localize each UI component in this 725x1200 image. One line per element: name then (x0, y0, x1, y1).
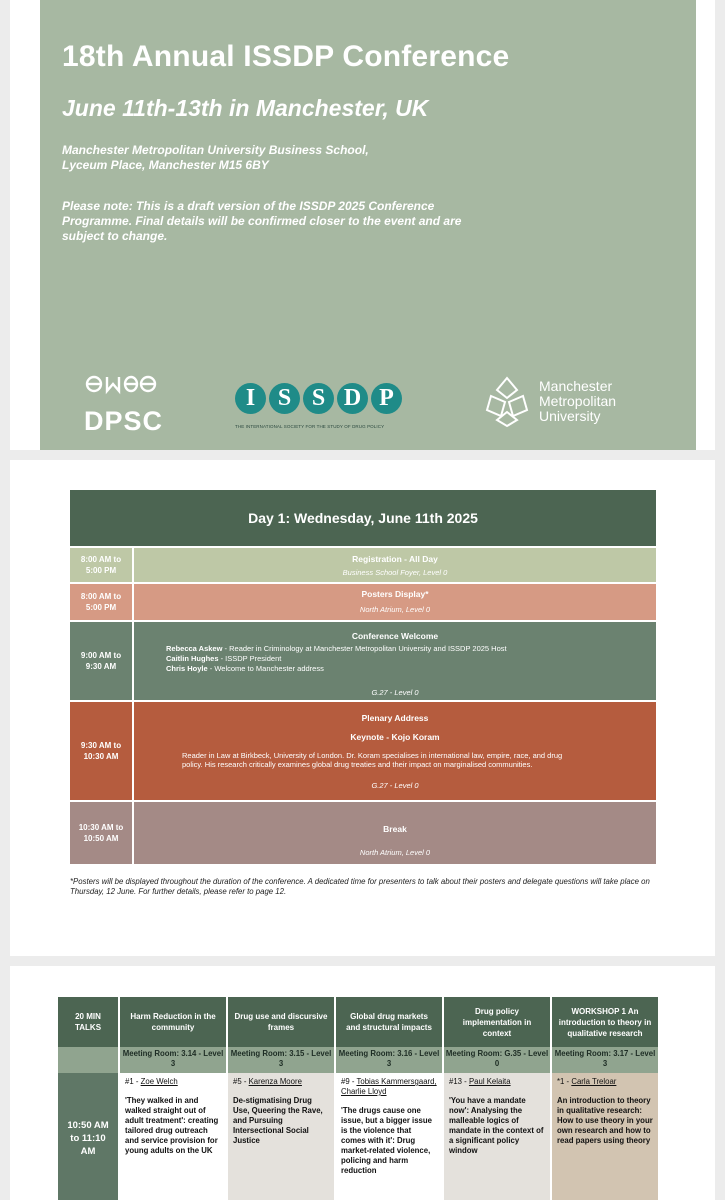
mmu-logo (483, 376, 683, 432)
issdp-letters (235, 383, 445, 414)
speaker-link[interactable]: Carla Treloar (571, 1077, 617, 1086)
speaker-role: - Welcome to Manchester address (207, 664, 324, 673)
mmu-wordmark (539, 379, 616, 424)
talk-title: 'The drugs cause one issue, but a bigger issue is the violence that comes with it': Drug market-related violence, policing and harm reduction (341, 1106, 432, 1175)
issdp-letter: S (303, 383, 334, 414)
talk-cell (336, 1073, 444, 1200)
row-time: 9:00 AM to 9:30 AM (70, 622, 132, 700)
speaker-link[interactable]: Paul Kelaita (468, 1077, 511, 1086)
posters-footnote: *Posters will be displayed throughout the duration of the conference. A dedicated time for presenters to talk about their posters and delegate questions will take place on Thursday, 12 June. For further details, please refer to page 12. (70, 877, 650, 896)
session-title: Global drug markets and structural impacts (336, 997, 444, 1047)
mmu-line-3: University (539, 408, 601, 424)
speaker-role: - Reader in Criminology at Manchester Metropolitan University and ISSDP 2025 Host (222, 644, 507, 653)
session-room: Meeting Room: 3.14 - Level 3 (120, 1047, 228, 1073)
speaker-name: Chris Hoyle (166, 664, 208, 673)
row-title: Posters Display* (361, 589, 429, 599)
speaker-link[interactable]: Tobias Kammersgaard, Charlie Lloyd (341, 1077, 437, 1096)
venue-address (62, 143, 422, 173)
row-time: 8:00 AM to 5:00 PM (70, 584, 132, 620)
keynote-title: Keynote - Kojo Koram (350, 732, 440, 742)
talk-speaker (449, 1077, 545, 1087)
talk-title: An introduction to theory in qualitative research: How to use theory in your own research and how to read papers using theory (557, 1096, 653, 1145)
schedule-row-posters (70, 582, 656, 620)
talk-title: De-stigmatising Drug Use, Queering the Rave, and Pursuing Intersectional Social Justice (233, 1096, 323, 1145)
talk-speaker (341, 1077, 437, 1097)
row-title: Registration - All Day (352, 554, 438, 564)
day1-header: Day 1: Wednesday, June 11th 2025 (70, 490, 656, 546)
slot-time: 10:50 AM to 11:10 AM (58, 1073, 120, 1200)
talk-number: *1 - (557, 1077, 572, 1086)
talk-title: 'They walked in and walked straight out of adult treatment': creating tailored drug outreach and service provision for young adults on the UK (125, 1096, 219, 1155)
session-room-row (58, 1047, 662, 1073)
speaker-line (134, 654, 656, 664)
issdp-caption: THE INTERNATIONAL SOCIETY FOR THE STUDY OF DRUG POLICY (235, 424, 385, 429)
row-time: 9:30 AM to 10:30 AM (70, 702, 132, 800)
session-title: Drug use and discursive frames (228, 997, 336, 1047)
dpsc-text: DPSC (84, 406, 164, 436)
session-room: Meeting Room: 3.17 - Level 3 (552, 1047, 660, 1073)
talks-corner-label: 20 MIN TALKS (58, 997, 120, 1047)
speaker-name: Caitlin Hughes (166, 654, 219, 663)
session-room: Meeting Room: G.35 - Level 0 (444, 1047, 552, 1073)
speaker-line (134, 644, 656, 654)
row-location: North Atrium, Level 0 (359, 605, 431, 614)
talk-cell (120, 1073, 228, 1200)
row-location: G.27 - Level 0 (371, 688, 419, 697)
cover-page (10, 0, 715, 450)
conference-title: 18th Annual ISSDP Conference (62, 40, 510, 73)
schedule-row-break (70, 800, 656, 864)
room-corner (58, 1047, 120, 1073)
talk-speaker (557, 1077, 653, 1087)
address-line-1: Manchester Metropolitan University Business School, (62, 143, 369, 157)
day1-page (10, 460, 715, 956)
speaker-line (134, 664, 656, 674)
row-title: Conference Welcome (351, 631, 439, 641)
session-slot-row (58, 1073, 662, 1200)
speaker-link[interactable]: Karenza Moore (248, 1077, 302, 1086)
schedule-row-welcome (70, 620, 656, 700)
mmu-line-1: Manchester (539, 378, 613, 394)
talk-number: #9 - (341, 1077, 357, 1086)
row-content (132, 702, 656, 800)
talk-title: 'You have a mandate now': Analysing the malleable logics of mandate in the context of a significant policy window (449, 1096, 544, 1155)
row-content (132, 622, 656, 700)
issdp-letter: P (371, 383, 402, 414)
session-grid (58, 997, 662, 1200)
row-title: Break (383, 824, 407, 834)
issdp-letter: S (269, 383, 300, 414)
speaker-name: Rebecca Askew (166, 644, 223, 653)
conference-dates: June 11th-13th in Manchester, UK (62, 95, 429, 121)
row-content (132, 802, 656, 864)
row-content (132, 548, 656, 582)
row-location: G.27 - Level 0 (371, 781, 419, 790)
dpsc-mark-icon (84, 374, 164, 402)
dpsc-logo (84, 374, 164, 434)
schedule-row-registration (70, 546, 656, 582)
mmu-line-2: Metropolitan (539, 393, 617, 409)
row-location: North Atrium, Level 0 (359, 848, 431, 857)
session-title: Drug policy implementation in context (444, 997, 552, 1047)
issdp-letter: D (337, 383, 368, 414)
session-title: Harm Reduction in the community (120, 997, 228, 1047)
keynote-description: Reader in Law at Birkbeck, University of London. Dr. Koram specialises in international law, empire, race, and drug policy. His research critically examines global drug treaties and their impact on marginalised communities. (182, 751, 563, 769)
talk-number: #5 - (233, 1077, 249, 1086)
session-room: Meeting Room: 3.16 - Level 3 (336, 1047, 444, 1073)
session-header-row (58, 997, 662, 1047)
talk-speaker (233, 1077, 329, 1087)
draft-note: Please note: This is a draft version of the ISSDP 2025 Conference Programme. Final details will be confirmed closer to the event and are subject to change. (62, 199, 462, 243)
talk-number: #1 - (125, 1077, 141, 1086)
issdp-logo (235, 383, 445, 439)
workshop-title: WORKSHOP 1 An introduction to theory in qualitative research (552, 997, 660, 1047)
row-time: 8:00 AM to 5:00 PM (70, 548, 132, 582)
issdp-letter: I (235, 383, 266, 414)
row-time: 10:30 AM to 10:50 AM (70, 802, 132, 864)
row-location: Business School Foyer, Level 0 (342, 568, 448, 577)
row-title: Plenary Address (361, 713, 429, 723)
cover-panel (40, 0, 696, 450)
sessions-page (10, 966, 715, 1200)
talk-number: #13 - (449, 1077, 469, 1086)
speaker-role: - ISSDP President (218, 654, 282, 663)
talk-speaker (125, 1077, 221, 1087)
talk-cell (444, 1073, 552, 1200)
talk-cell (228, 1073, 336, 1200)
address-line-2: Lyceum Place, Manchester M15 6BY (62, 158, 269, 172)
session-room: Meeting Room: 3.15 - Level 3 (228, 1047, 336, 1073)
workshop-cell (552, 1073, 660, 1200)
speaker-link[interactable]: Zoe Welch (140, 1077, 178, 1086)
mmu-emblem-icon (483, 376, 531, 428)
schedule-row-plenary (70, 700, 656, 800)
row-content (132, 584, 656, 620)
day1-schedule-table (70, 490, 656, 864)
